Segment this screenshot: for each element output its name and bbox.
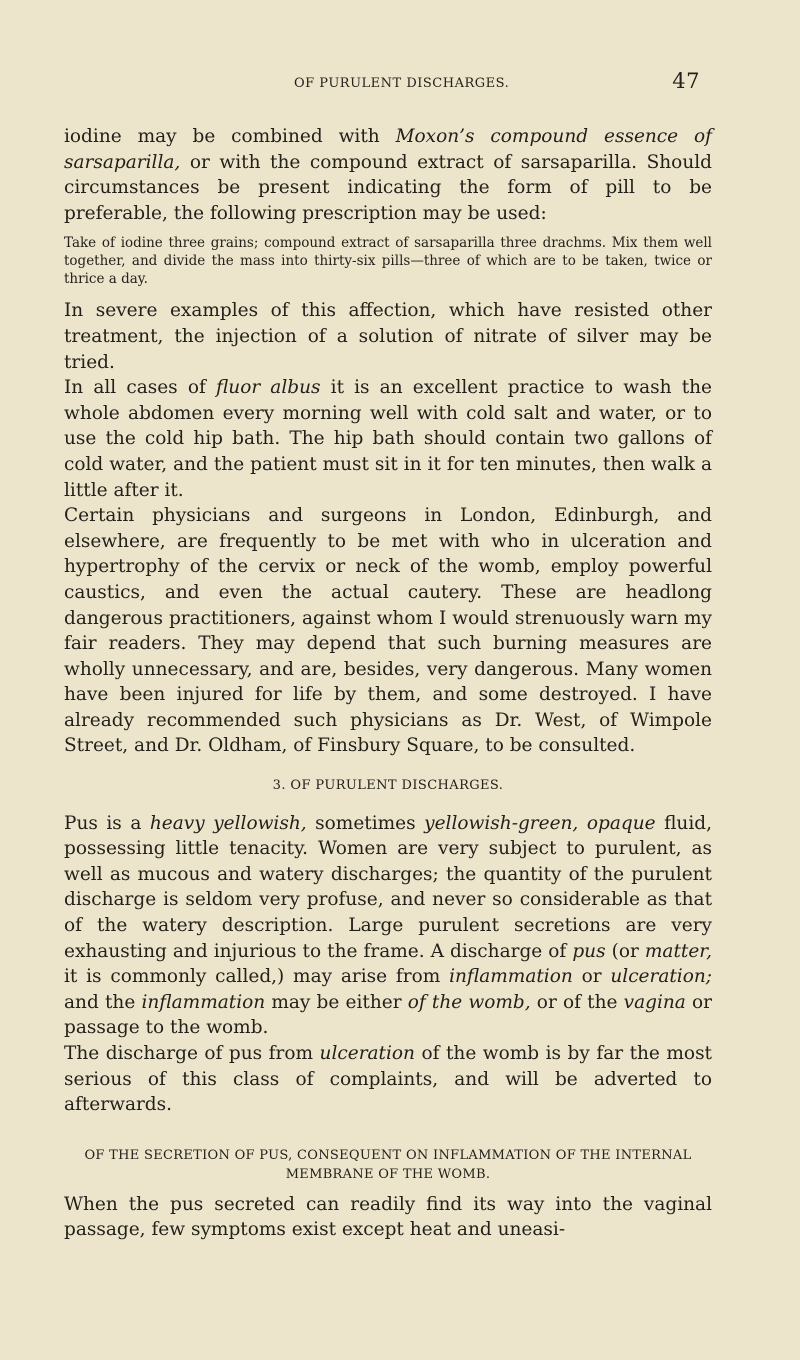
text-run: or of the [530, 991, 624, 1013]
italic-run: yellowish-green, opaque [424, 812, 656, 834]
text-run: of the womb is by far the most serious of this class of complaints, and will be adverted to afterwards. [64, 1043, 712, 1116]
running-head [64, 69, 700, 93]
paragraph-pus [64, 811, 712, 1041]
text-run: or [572, 966, 611, 988]
text-run: (or [605, 940, 645, 962]
body-text [64, 124, 712, 1243]
text-run: it is an excellent practice to wash the whole abdomen every morning well with cold salt and water, or to use the cold hip bath. The hip bath should contain two gallons of cold water, and the patient must sit in it for ten minutes, then walk a little after it. [64, 377, 712, 501]
text-run: and the [64, 991, 142, 1013]
text-run: The discharge of pus from [64, 1043, 320, 1064]
text-run: sometimes [306, 812, 425, 834]
italic-run: ulceration [319, 1043, 415, 1064]
paragraph-pus-secreted: When the pus secreted can readily find its way into the vaginal passage, few symptoms exist except heat and uneasi- [64, 1193, 712, 1241]
paragraph-fluor-albus [64, 375, 712, 503]
subsection-heading: OF THE SECRETION OF PUS, CONSEQUENT ON INFLAMMATION OF THE INTERNAL MEMBRANE OF THE WOMB. [84, 1147, 692, 1182]
paragraph-severe-examples: In severe examples of this affection, which have resisted other treatment, the injection of a solution of nitrate of silver may be tried. [64, 300, 712, 373]
paragraph-iodine [64, 124, 712, 226]
italic-run: Moxon’s compound essence of sarsaparilla, [64, 126, 712, 173]
italic-run: ulceration; [610, 966, 713, 988]
italic-run: inflammation [141, 991, 266, 1013]
italic-run: inflammation [449, 966, 573, 988]
italic-run: pus [572, 940, 606, 962]
text-run: it is commonly called,) may arise from [64, 966, 450, 988]
italic-run: matter, [644, 940, 712, 962]
text-run: In all cases of [64, 377, 216, 399]
italic-run: heavy yellowish, [149, 812, 307, 834]
section-heading: 3. OF PURULENT DISCHARGES. [272, 778, 504, 794]
paragraph-ulceration [64, 1041, 712, 1118]
prescription: Take of iodine three grains; compound extract of sarsaparilla three drachms. Mix them well together, and divide the mass into thirty-six pills—three of which are to be taken, twice or thrice a day. [64, 235, 712, 288]
text-run: iodine may be combined with [64, 126, 396, 147]
text-run: fluid, possessing little tenacity. Women are very subject to purulent, as well as mucous and watery discharges; the quantity of the purulent discharge is seldom very profuse, and never so considerable as that of the watery description. Large purulent secretions are very exhausting and injurious to the frame. A discharge of [64, 812, 712, 962]
paragraph-physicians: Certain physicians and surgeons in London, Edinburgh, and elsewhere, are frequently to be met with who in ulceration and hypertrophy of the cervix or neck of the womb, employ powerful caustics, and even the actual cautery. These are headlong dangerous practitioners, against whom I would strenuously warn my fair readers. They may depend that such burning measures are wholly unnecessary, and are, besides, very dangerous. Many women have been injured for life by them, and some destroyed. I have already recommended such physicians as Dr. West, of Wimpole Street, and Dr. Oldham, of Finsbury Square, to be consulted. [64, 505, 712, 757]
italic-run: fluor albus [215, 377, 321, 399]
text-run: may be either [265, 991, 408, 1013]
text-run: or passage to the womb. [64, 991, 712, 1039]
text-run: or with the compound extract of sarsaparilla. Should circumstances be present indicating the form of pill to be preferable, the following prescription may be used: [64, 151, 712, 224]
page-number: 47 [672, 69, 700, 93]
running-head-title: OF PURULENT DISCHARGES. [294, 76, 510, 91]
italic-run: of the womb, [407, 991, 531, 1013]
italic-run: vagina [623, 991, 686, 1013]
text-run: Pus is a [64, 812, 150, 834]
